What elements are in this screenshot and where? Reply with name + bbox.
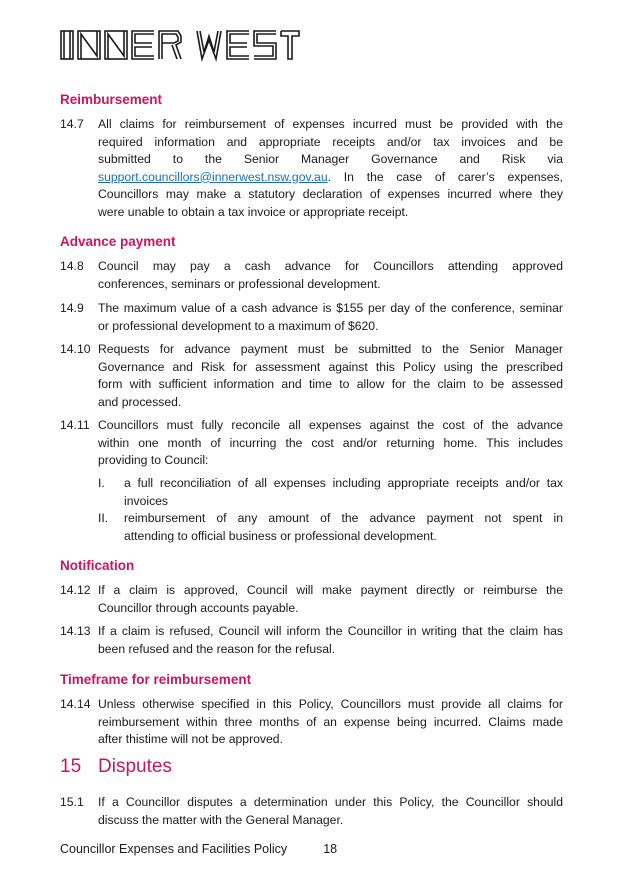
clause-number: 14.12 [60,583,91,597]
heading-notification: Notification [60,558,135,573]
clause-number: 15.1 [60,795,84,809]
text-line: submitted to the Senior Manager Governance and Risk via [98,152,563,166]
clause-14-14 [60,696,563,749]
text-line: required information and appropriate receipts and/or tax invoices and be [98,134,563,149]
text-line: conferences, seminars or professional development. [98,276,381,291]
clause-14-7 [60,116,563,221]
text-fragment: . In the case of carer’s expenses, [327,169,563,184]
clause-14-12 [60,582,563,617]
sub-item-ii [98,510,563,545]
clause-15-1 [60,794,563,829]
page-footer [60,842,337,856]
text-line: Requests for advance payment must be submitted to the Senior Manager [98,342,563,356]
clause-14-9 [60,300,563,335]
footer-title: Councillor Expenses and Facilities Policy [60,842,288,856]
text-line: discuss the matter with the General Manager. [98,812,344,827]
clause-number: 14.13 [60,624,91,638]
text-line: form with sufficient information and time to allow for the claim to be assessed [98,377,563,391]
section-title: Disputes [98,756,172,777]
text-line: a full reconciliation of all expenses including appropriate receipts and/or tax [124,476,563,490]
text-line: The maximum value of a cash advance is $155 per day of the conference, seminar [98,301,563,315]
text-line: If a Councillor disputes a determination under this Policy, the Councillor should [98,795,563,809]
heading-timeframe: Timeframe for reimbursement [60,672,252,687]
support-email-link[interactable]: support.councillors@innerwest.nsw.gov.au [98,169,328,184]
text-line: within one month of incurring the cost and/or returning home. This includes [98,435,563,450]
clause-number: 14.10 [60,342,91,356]
text-line: or professional development to a maximum of $620. [98,318,379,333]
sub-item-number: II. [98,511,109,525]
text-line: reimbursement of any amount of the advance payment not spent in [124,511,563,525]
clause-number: 14.11 [60,418,90,432]
section-heading-disputes [60,756,172,778]
text-line: after thistime will not be approved. [98,732,283,746]
text-line: Councillors may make a statutory declaration of expenses incurred where they [98,187,563,201]
section-number: 15 [60,756,82,777]
text-line: reimbursement within three months of an expense being incurred. Claims made [98,714,563,729]
text-line: Unless otherwise specified in this Policy, Councillors must provide all claims for [98,697,563,711]
text-line: If a claim is refused, Council will inform the Councillor in writing that the claim has [98,624,563,638]
clause-number: 14.7 [60,117,84,131]
text-line: been refused and the reason for the refusal. [98,641,336,656]
text-line: Councillor through accounts payable. [98,600,299,615]
text-line: were unable to obtain a tax invoice or appropriate receipt. [98,204,409,219]
text-line: Governance and Risk for assessment against this Policy using the prescribed [98,359,563,374]
heading-advance-payment: Advance payment [60,234,176,249]
text-line [98,169,563,187]
page-number: 18 [323,842,338,856]
text-line: and processed. [98,394,182,409]
clause-14-11 [60,417,563,470]
clause-number: 14.14 [60,697,91,711]
clause-14-13 [60,623,563,658]
text-line: providing to Council: [98,453,209,467]
sub-item-number: I. [98,476,105,490]
clause-14-10 [60,341,563,411]
clause-number: 14.8 [60,259,84,273]
text-line: Councillors must fully reconcile all expenses against the cost of the advance [98,418,563,432]
heading-reimbursement: Reimbursement [60,92,163,107]
clause-14-8 [60,258,563,293]
text-line: Council may pay a cash advance for Councillors attending approved [98,259,563,273]
text-line: invoices [124,493,169,508]
text-line: If a claim is approved, Council will make payment directly or reimburse the [98,583,563,597]
sub-item-i [98,475,563,510]
text-line: All claims for reimbursement of expenses incurred must be provided with the [98,117,563,131]
clause-number: 14.9 [60,301,84,315]
text-line: attending to official business or professional development. [124,528,437,543]
inner-west-logo [60,28,300,62]
